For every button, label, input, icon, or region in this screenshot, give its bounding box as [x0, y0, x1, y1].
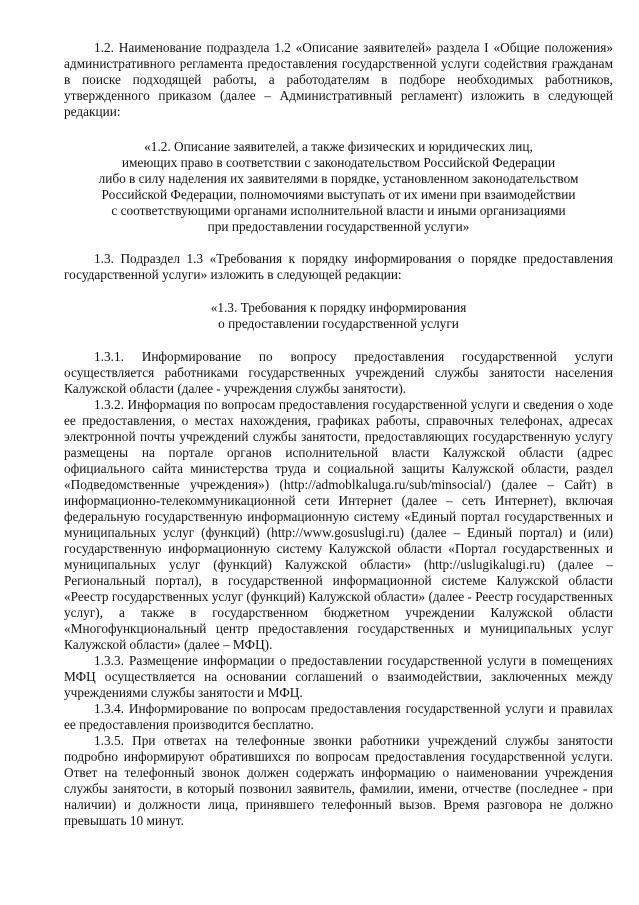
title-line: «1.2. Описание заявителей, а также физических и юридических лиц, [144, 139, 533, 154]
title-line: Российской Федерации, полномочиями выступать от их имени при взаимодействии [101, 187, 576, 202]
title-line: при предоставлении государственной услуги» [207, 219, 470, 234]
subsection-title-1-3 [64, 300, 613, 332]
subsection-title-1-2 [64, 139, 613, 235]
paragraph-1-3-5: 1.3.5. При ответах на телефонные звонки работники учреждений службы занятости подробно информируют обратившихся по вопросам предоставления государственной услуги. Ответ на телефонный звонок должен содержать информацию о наименовании учреждения службы занятости, в который позвонил заявитель, фамилии, имени, отчестве (последнее - при наличии) и должности лица, принявшего телефонный вызов. Время разговора не должно превышать 10 минут. [64, 733, 613, 828]
paragraph-1-3-4: 1.3.4. Информирование по вопросам предоставления государственной услуги и правилах ее предоставления производится бесплатно. [64, 701, 613, 732]
paragraph-1-3-1: 1.3.1. Информирование по вопросу предоставления государственной услуги осуществляется работниками государственных учреждений службы занятости населения Калужской области (далее - учреждения службы занятости). [64, 349, 613, 396]
paragraph-1-3-3: 1.3.3. Размещение информации о предоставлении государственной услуги в помещениях МФЦ осуществляется на основании соглашений о взаимодействии, заключенных между учреждениями службы занятости и МФЦ. [64, 653, 613, 700]
paragraph-1-2: 1.2. Наименование подраздела 1.2 «Описание заявителей» раздела I «Общие положения» административного регламента предоставления государственной услуги содействия гражданам в поиске подходящей работы, а работодателям в подборе необходимых работников, утвержденного приказом (далее – Административный регламент) изложить в следующей редакции: [64, 40, 613, 119]
title-line: имеющих право в соответствии с законодательством Российской Федерации [121, 155, 556, 170]
title-line: «1.3. Требования к порядку информирования [210, 300, 467, 315]
paragraph-1-3-2: 1.3.2. Информация по вопросам предоставления государственной услуги и сведения о ходе ее предоставления, о местах нахождения, графиках работы, справочных телефонах, адресах электронной почты учреждений службы занятости, предоставляющих государственную услугу размещены на портале органов исполнительной власти Калужской области (адрес официального сайта министерства труда и социальной защиты Калужской области, раздел «Подведомственные учреждения») (http://admoblkaluga.ru/sub/minsocial/) (далее – Сайт) в информационно-телекоммуникационной сети Интернет (далее – сеть Интернет), включая федеральную государственную информационную систему «Единый портал государственных и муниципальных услуг (функций) (http://www.gosuslugi.ru) (далее – Единый портал) и (или) государственную информационную систему Калужской области «Портал государственных и муниципальных услуг (функций) Калужской области» (http://uslugikalugi.ru) (далее – Региональный портал), в государственной информационной системе Калужской области «Реестр государственных услуг (функций) Калужской области» (далее - Реестр государственных услуг), а также в государственном бюджетном учреждении Калужской области «Многофункциональный центр предоставления государственных и муниципальных услуг Калужской области» (далее – МФЦ). [64, 397, 613, 652]
title-line: с соответствующими органами исполнительной власти и иными организациями [111, 203, 566, 218]
title-line: о предоставлении государственной услуги [218, 316, 459, 331]
paragraph-1-3: 1.3. Подраздел 1.3 «Требования к порядку информирования о порядке предоставления государственной услуги» изложить в следующей редакции: [64, 251, 613, 282]
title-line: либо в силу наделения их заявителями в порядке, установленном законодательством [98, 171, 579, 186]
